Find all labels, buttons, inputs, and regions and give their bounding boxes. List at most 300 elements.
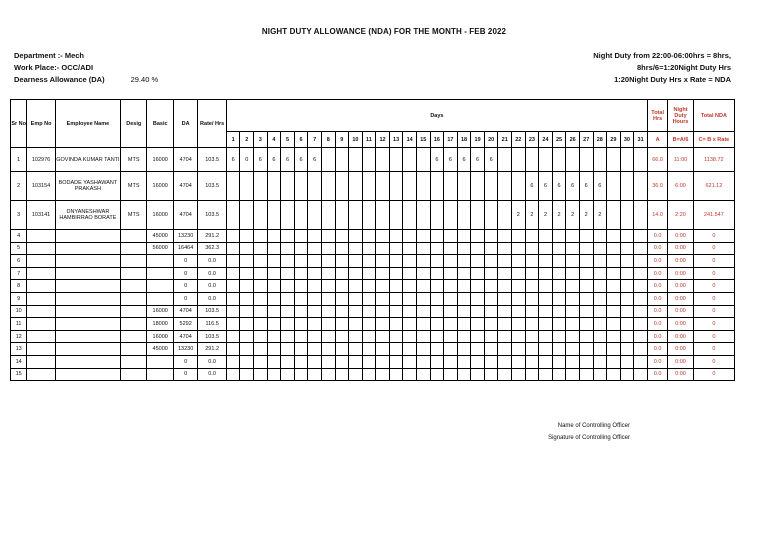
day-cell — [267, 292, 281, 305]
day-cell — [430, 305, 444, 318]
emp-no-cell — [27, 343, 56, 356]
day-cell — [321, 172, 335, 201]
day-header: 11 — [362, 132, 376, 148]
day-cell: 6 — [471, 148, 485, 172]
basic-cell: 18000 — [147, 318, 173, 331]
desig-cell — [121, 255, 147, 268]
day-cell — [376, 267, 390, 280]
day-cell — [308, 318, 322, 331]
col-total-hrs-header: Total Hrs — [647, 100, 667, 132]
day-cell — [607, 305, 621, 318]
day-cell — [566, 355, 580, 368]
day-cell — [416, 292, 430, 305]
employee-name-cell — [55, 343, 120, 356]
day-cell — [430, 172, 444, 201]
day-cell — [254, 355, 268, 368]
day-cell — [389, 318, 403, 331]
day-cell — [294, 305, 308, 318]
day-cell — [566, 242, 580, 255]
day-cell — [525, 255, 539, 268]
day-cell — [498, 368, 512, 381]
sr-cell: 10 — [11, 305, 27, 318]
basic-cell: 45000 — [147, 343, 173, 356]
day-cell — [634, 330, 648, 343]
day-cell — [335, 172, 349, 201]
day-cell — [226, 355, 240, 368]
day-cell — [254, 255, 268, 268]
day-cell — [525, 355, 539, 368]
day-cell — [335, 230, 349, 243]
day-header: 15 — [416, 132, 430, 148]
day-cell — [593, 148, 607, 172]
day-cell — [416, 242, 430, 255]
day-cell — [403, 343, 417, 356]
day-cell — [430, 355, 444, 368]
da-value: 29.40 % — [130, 75, 159, 84]
day-cell — [308, 242, 322, 255]
day-cell — [444, 330, 458, 343]
day-cell — [376, 355, 390, 368]
total-hrs-cell: 0.0 — [647, 343, 667, 356]
da-cell: 4704 — [173, 148, 197, 172]
da-cell: 0 — [173, 267, 197, 280]
day-cell — [552, 318, 566, 331]
total-hrs-cell: 36.0 — [647, 172, 667, 201]
sr-cell: 12 — [11, 330, 27, 343]
table-row — [11, 255, 735, 268]
desig-cell — [121, 355, 147, 368]
basic-cell: 16000 — [147, 148, 173, 172]
day-cell — [362, 267, 376, 280]
day-cell — [566, 148, 580, 172]
day-cell — [294, 242, 308, 255]
sr-cell: 1 — [11, 148, 27, 172]
day-cell — [607, 330, 621, 343]
day-cell — [620, 148, 634, 172]
employee-name-cell — [55, 267, 120, 280]
day-cell — [240, 355, 254, 368]
day-cell — [267, 242, 281, 255]
day-cell — [484, 172, 498, 201]
day-cell — [457, 330, 471, 343]
day-header: 24 — [539, 132, 553, 148]
employee-name-cell — [55, 230, 120, 243]
rate-cell: 291.2 — [198, 230, 227, 243]
day-cell — [416, 255, 430, 268]
sr-cell: 11 — [11, 318, 27, 331]
day-cell — [457, 318, 471, 331]
day-cell: 2 — [525, 201, 539, 230]
day-cell — [281, 292, 295, 305]
emp-no-cell — [27, 255, 56, 268]
workplace-label: Work Place:- OCC/ADI — [14, 63, 94, 72]
employee-name-cell: DNYANESHWAR HAMBIRRAO BORATE — [55, 201, 120, 230]
day-cell — [620, 172, 634, 201]
emp-no-cell — [27, 368, 56, 381]
day-cell — [539, 343, 553, 356]
da-cell: 13230 — [173, 343, 197, 356]
day-cell — [349, 255, 363, 268]
table-row — [11, 330, 735, 343]
day-cell — [539, 267, 553, 280]
da-cell: 0 — [173, 355, 197, 368]
basic-cell: 16000 — [147, 172, 173, 201]
day-cell — [321, 267, 335, 280]
day-cell — [226, 267, 240, 280]
day-cell: 6 — [525, 172, 539, 201]
day-cell — [335, 201, 349, 230]
day-cell — [579, 330, 593, 343]
day-header: 28 — [593, 132, 607, 148]
day-cell — [349, 355, 363, 368]
day-cell — [457, 280, 471, 293]
rate-cell: 0.0 — [198, 280, 227, 293]
employee-name-cell: BODADE YASHAWANT PRAKASH — [55, 172, 120, 201]
day-cell — [512, 368, 526, 381]
day-cell — [566, 305, 580, 318]
day-header: 23 — [525, 132, 539, 148]
da-cell: 0 — [173, 292, 197, 305]
emp-no-cell — [27, 292, 56, 305]
day-cell — [498, 148, 512, 172]
day-cell — [444, 280, 458, 293]
day-cell — [389, 280, 403, 293]
day-cell — [498, 267, 512, 280]
day-cell — [226, 330, 240, 343]
day-cell — [512, 242, 526, 255]
da-cell: 4704 — [173, 172, 197, 201]
sr-cell: 13 — [11, 343, 27, 356]
day-cell — [484, 230, 498, 243]
day-cell — [376, 368, 390, 381]
day-cell — [254, 305, 268, 318]
day-cell — [281, 242, 295, 255]
day-cell — [498, 242, 512, 255]
day-cell — [416, 267, 430, 280]
da-cell: 5292 — [173, 318, 197, 331]
day-cell — [416, 172, 430, 201]
emp-no-cell — [27, 355, 56, 368]
day-cell — [593, 355, 607, 368]
day-cell — [308, 201, 322, 230]
day-cell — [335, 305, 349, 318]
rate-cell: 0.0 — [198, 355, 227, 368]
day-cell — [254, 172, 268, 201]
basic-cell: 16000 — [147, 305, 173, 318]
col-rate-header: Rate/ Hrs — [198, 100, 227, 148]
day-cell — [512, 172, 526, 201]
day-cell — [376, 330, 390, 343]
day-cell — [335, 292, 349, 305]
day-cell — [240, 343, 254, 356]
col-total-nda-header: Total NDA — [693, 100, 734, 132]
day-cell — [294, 343, 308, 356]
day-cell — [471, 201, 485, 230]
total-nda-cell: 0 — [693, 230, 734, 243]
night-duty-hours-cell: 0:00 — [668, 255, 693, 268]
night-duty-hours-cell: 0:00 — [668, 230, 693, 243]
day-cell — [403, 172, 417, 201]
day-cell — [579, 230, 593, 243]
day-cell — [620, 318, 634, 331]
day-cell — [240, 368, 254, 381]
night-duty-hours-cell: 0:00 — [668, 242, 693, 255]
basic-cell: 45000 — [147, 230, 173, 243]
day-cell — [512, 305, 526, 318]
day-cell — [321, 330, 335, 343]
day-cell — [430, 242, 444, 255]
day-cell — [349, 280, 363, 293]
day-cell — [362, 172, 376, 201]
day-cell — [416, 343, 430, 356]
day-cell: 2 — [593, 201, 607, 230]
day-cell — [226, 172, 240, 201]
day-cell — [579, 368, 593, 381]
day-cell — [457, 343, 471, 356]
day-cell — [240, 292, 254, 305]
day-cell — [593, 255, 607, 268]
night-duty-hours-cell: 0:00 — [668, 343, 693, 356]
day-cell — [484, 255, 498, 268]
day-cell — [430, 318, 444, 331]
day-cell — [444, 242, 458, 255]
day-cell — [430, 255, 444, 268]
day-cell — [349, 292, 363, 305]
day-cell — [444, 355, 458, 368]
total-hrs-cell: 0.0 — [647, 267, 667, 280]
basic-cell: 16000 — [147, 201, 173, 230]
day-cell: 6 — [457, 148, 471, 172]
day-cell — [416, 368, 430, 381]
day-cell — [226, 305, 240, 318]
col-sr-header: Sr No — [11, 100, 27, 148]
day-cell — [444, 201, 458, 230]
day-cell — [620, 292, 634, 305]
day-cell — [321, 280, 335, 293]
day-cell — [267, 267, 281, 280]
day-cell — [254, 330, 268, 343]
day-cell — [349, 230, 363, 243]
day-cell — [579, 242, 593, 255]
day-cell — [376, 318, 390, 331]
day-cell — [512, 267, 526, 280]
col-emp-header: Emp No — [27, 100, 56, 148]
day-cell — [267, 318, 281, 331]
col-name-header: Employee Name — [55, 100, 120, 148]
da-cell: 4704 — [173, 305, 197, 318]
day-cell — [525, 343, 539, 356]
da-cell: 0 — [173, 280, 197, 293]
sr-cell: 5 — [11, 242, 27, 255]
day-cell — [593, 230, 607, 243]
basic-cell: 16000 — [147, 330, 173, 343]
day-cell — [552, 280, 566, 293]
total-hrs-cell: 0.0 — [647, 318, 667, 331]
day-cell — [620, 267, 634, 280]
day-cell: 6 — [294, 148, 308, 172]
day-cell — [634, 230, 648, 243]
day-cell — [539, 318, 553, 331]
table-row — [11, 318, 735, 331]
day-cell — [226, 242, 240, 255]
day-cell — [566, 280, 580, 293]
day-cell — [512, 330, 526, 343]
total-hrs-cell: 66.0 — [647, 148, 667, 172]
day-cell — [457, 201, 471, 230]
day-cell — [349, 343, 363, 356]
day-cell — [444, 292, 458, 305]
col-basic-header: Basic — [147, 100, 173, 148]
day-cell — [240, 201, 254, 230]
day-cell — [267, 255, 281, 268]
desig-cell — [121, 242, 147, 255]
day-cell — [484, 242, 498, 255]
day-cell — [362, 148, 376, 172]
total-nda-cell: 0 — [693, 343, 734, 356]
emp-no-cell: 103141 — [27, 201, 56, 230]
day-cell — [403, 242, 417, 255]
day-cell — [634, 318, 648, 331]
day-cell: 6 — [308, 148, 322, 172]
day-cell — [566, 318, 580, 331]
day-cell — [552, 242, 566, 255]
day-cell — [267, 368, 281, 381]
emp-no-cell: 102976 — [27, 148, 56, 172]
day-cell — [226, 318, 240, 331]
day-cell — [444, 368, 458, 381]
day-cell — [362, 355, 376, 368]
night-duty-hours-cell: 0:00 — [668, 305, 693, 318]
day-cell — [498, 318, 512, 331]
day-cell — [498, 230, 512, 243]
day-cell — [376, 255, 390, 268]
night-duty-hours-cell: 0:00 — [668, 267, 693, 280]
day-cell — [525, 330, 539, 343]
day-header: 10 — [349, 132, 363, 148]
day-cell — [308, 267, 322, 280]
day-cell — [254, 267, 268, 280]
day-cell — [335, 318, 349, 331]
total-nda-cell: 0 — [693, 355, 734, 368]
day-cell — [471, 292, 485, 305]
day-cell — [539, 280, 553, 293]
da-label: Dearness Allowance (DA) — [14, 75, 105, 84]
total-nda-cell: 0 — [693, 318, 734, 331]
day-cell — [267, 330, 281, 343]
total-nda-cell: 0 — [693, 255, 734, 268]
day-cell — [593, 343, 607, 356]
sr-cell: 14 — [11, 355, 27, 368]
day-cell — [607, 318, 621, 331]
day-cell — [471, 368, 485, 381]
day-cell — [620, 255, 634, 268]
day-cell — [620, 242, 634, 255]
day-cell — [349, 242, 363, 255]
employee-name-cell — [55, 355, 120, 368]
day-header: 1 — [226, 132, 240, 148]
day-cell — [579, 148, 593, 172]
day-cell — [403, 148, 417, 172]
basic-cell — [147, 368, 173, 381]
day-cell — [539, 255, 553, 268]
day-cell — [634, 305, 648, 318]
day-header: 16 — [430, 132, 444, 148]
header-row — [11, 100, 735, 132]
day-cell — [294, 292, 308, 305]
day-cell — [240, 230, 254, 243]
day-cell — [430, 280, 444, 293]
day-cell — [281, 330, 295, 343]
emp-no-cell — [27, 267, 56, 280]
day-cell — [254, 242, 268, 255]
day-cell — [634, 355, 648, 368]
desig-cell: MTS — [121, 201, 147, 230]
day-cell — [376, 292, 390, 305]
day-cell — [389, 230, 403, 243]
employee-name-cell — [55, 330, 120, 343]
day-cell — [539, 242, 553, 255]
rate-cell: 116.5 — [198, 318, 227, 331]
day-cell — [281, 305, 295, 318]
day-cell: 6 — [593, 172, 607, 201]
day-cell — [321, 292, 335, 305]
controlling-officer-name: Name of Controlling Officer — [557, 423, 630, 429]
total-nda-cell: 0 — [693, 280, 734, 293]
day-cell — [349, 201, 363, 230]
day-header: 17 — [444, 132, 458, 148]
day-cell — [457, 355, 471, 368]
day-cell — [376, 172, 390, 201]
day-cell — [579, 343, 593, 356]
night-duty-hours-cell: 0:00 — [668, 292, 693, 305]
day-cell — [512, 280, 526, 293]
day-cell — [607, 292, 621, 305]
day-cell — [444, 343, 458, 356]
emp-no-cell — [27, 280, 56, 293]
day-cell — [593, 267, 607, 280]
total-nda-cell: 0 — [693, 292, 734, 305]
day-cell — [525, 318, 539, 331]
day-cell — [403, 267, 417, 280]
day-cell — [634, 368, 648, 381]
day-cell — [566, 330, 580, 343]
day-cell — [308, 305, 322, 318]
day-cell — [308, 230, 322, 243]
day-cell — [607, 172, 621, 201]
day-cell — [634, 267, 648, 280]
day-cell — [403, 355, 417, 368]
day-cell — [552, 305, 566, 318]
sr-cell: 6 — [11, 255, 27, 268]
day-cell — [362, 255, 376, 268]
total-hrs-cell: 0.0 — [647, 242, 667, 255]
day-cell — [430, 267, 444, 280]
day-cell — [416, 148, 430, 172]
day-cell — [389, 355, 403, 368]
total-nda-cell: 0 — [693, 267, 734, 280]
day-cell — [376, 148, 390, 172]
sr-cell: 15 — [11, 368, 27, 381]
day-cell — [267, 343, 281, 356]
table-row — [11, 343, 735, 356]
day-header: 25 — [552, 132, 566, 148]
day-cell: 6 — [484, 148, 498, 172]
desig-cell — [121, 330, 147, 343]
day-cell — [240, 280, 254, 293]
employee-name-cell — [55, 292, 120, 305]
day-cell — [471, 305, 485, 318]
day-cell: 6 — [226, 148, 240, 172]
